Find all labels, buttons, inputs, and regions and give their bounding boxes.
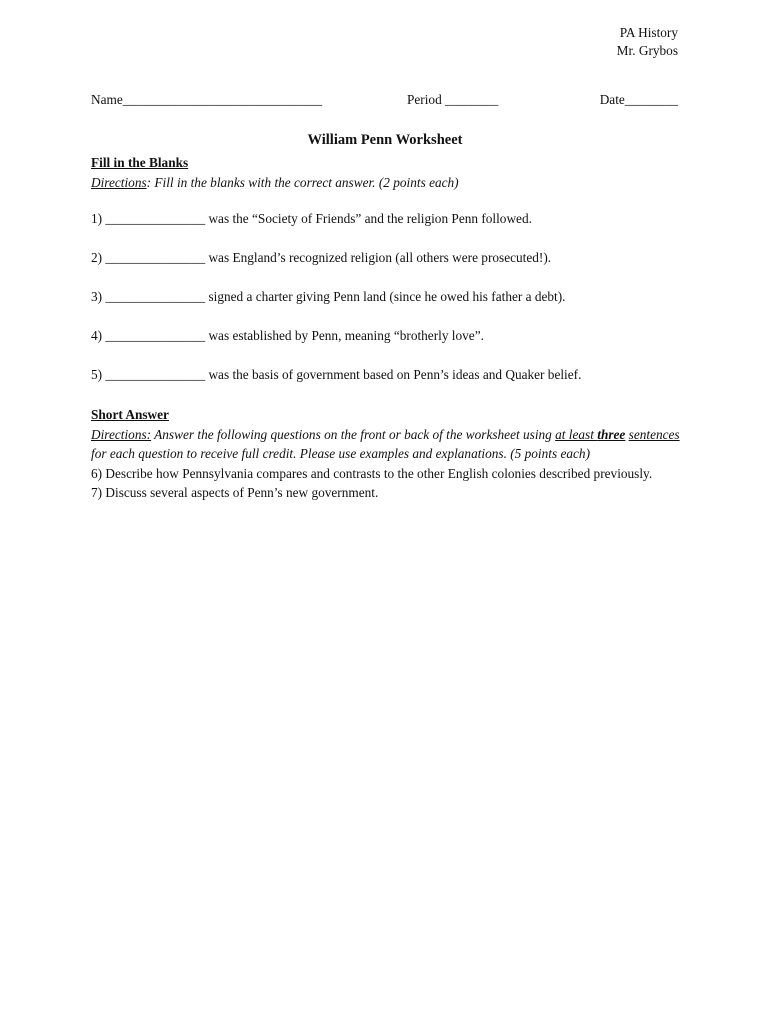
question-1: 1) _______________ was the “Society of Friends” and the religion Penn followed.	[91, 211, 532, 226]
sa-directions-label: Directions:	[91, 426, 152, 442]
teacher-name: Mr. Grybos	[616, 43, 678, 58]
short-answer-directions	[91, 425, 682, 464]
sa-directions-text-2: for each question to receive full credit. Please use examples and explanations. (5 points each)	[91, 446, 590, 461]
question-6: 6) Describe how Pennsylvania compares and contrasts to the other English colonies described previously.	[91, 465, 653, 481]
period-field[interactable]: Period ________	[407, 92, 499, 107]
directions-text: : Fill in the blanks with the correct answer. (2 points each)	[146, 174, 459, 190]
worksheet-title	[0, 132, 770, 149]
fill-in-directions	[91, 173, 682, 193]
date-field[interactable]: Date________	[599, 92, 678, 107]
sa-directions-text-1: Answer the following questions on the front or back of the worksheet using	[151, 426, 556, 442]
three-text: three	[597, 426, 626, 442]
title-text: William Penn Worksheet	[307, 132, 463, 148]
question-3: 3) _______________ signed a charter giving Penn land (since he owed his father a debt).	[91, 289, 566, 304]
question-5: 5) _______________ was the basis of government based on Penn’s ideas and Quaker belief.	[91, 367, 582, 382]
question-2: 2) _______________ was England’s recognized religion (all others were prosecuted!).	[91, 250, 552, 265]
page-header	[617, 24, 678, 60]
short-answer-heading: Short Answer	[91, 407, 169, 422]
directions-label: Directions	[91, 174, 147, 190]
fill-in-section-header	[91, 153, 682, 192]
course-name: PA History	[619, 25, 678, 40]
student-info-row	[91, 92, 678, 112]
short-answer-section	[91, 405, 682, 503]
sentences-text: sentences	[628, 426, 680, 442]
name-field[interactable]: Name______________________________	[91, 92, 323, 107]
at-least-text: at least	[555, 426, 598, 442]
question-4: 4) _______________ was established by Penn, meaning “brotherly love”.	[91, 328, 484, 343]
question-7: 7) Discuss several aspects of Penn’s new government.	[91, 485, 379, 500]
fill-in-heading: Fill in the Blanks	[91, 155, 189, 170]
